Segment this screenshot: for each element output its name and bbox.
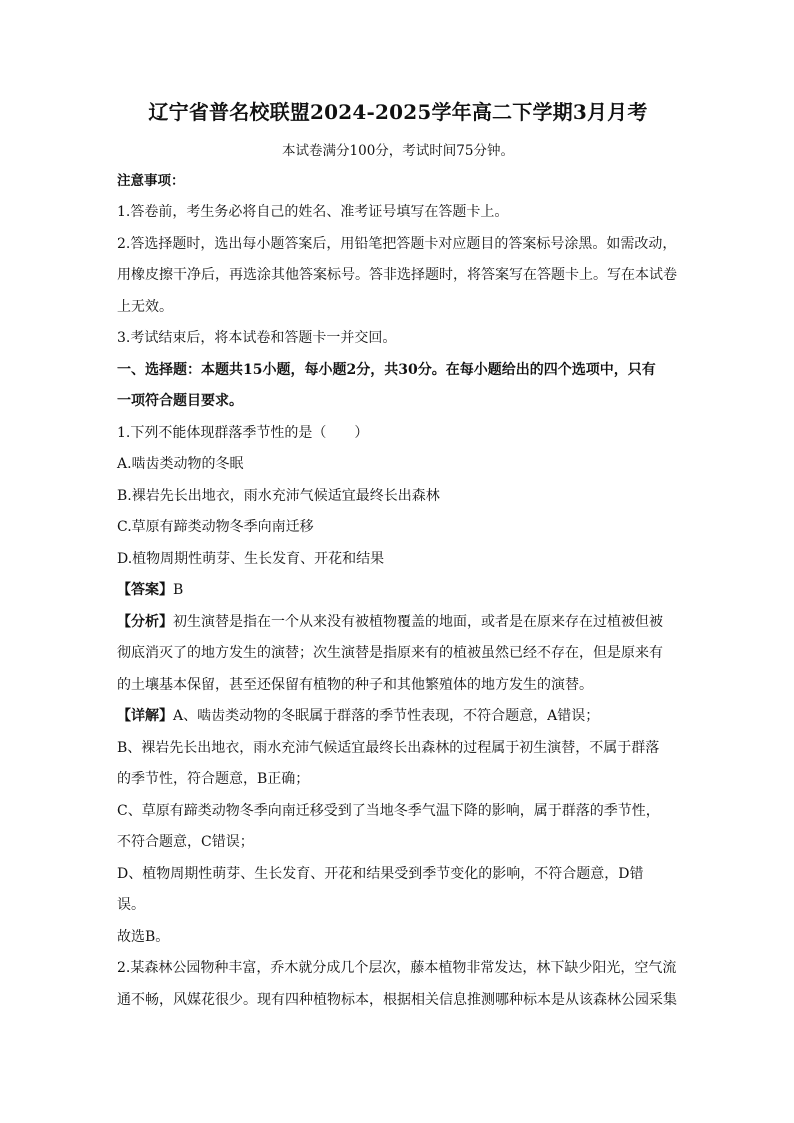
page-title: 辽宁省普名校联盟2024-2025学年高二下学期3月月考 — [148, 100, 648, 124]
notice-item-2-line-2: 用橡皮擦干净后，再选涂其他答案标号。答非选择题时，将答案写在答题卡上。写在本试卷 — [117, 267, 677, 283]
question-1-analysis-line-2: 彻底消灭了的地方发生的演替；次生演替是指原来有的植被虽然已经不存在，但是原来有 — [117, 645, 663, 661]
detail-tag: 【详解】 — [117, 708, 173, 724]
question-1-detail-d-line-1: D、植物周期性萌芽、生长发育、开花和结果受到季节变化的影响，不符合题意，D错 — [117, 865, 644, 882]
detail-a-text: A、啮齿类动物的冬眠属于群落的季节性表现，不符合题意，A错误； — [173, 708, 600, 724]
question-1-detail-d-line-2: 误。 — [117, 897, 145, 913]
section-heading-line-1: 一、选择题：本题共15小题，每小题2分，共30分。在每小题给出的四个选项中，只有 — [117, 361, 656, 378]
exam-info: 本试卷满分100分，考试时间75分钟。 — [282, 143, 514, 159]
notice-heading: 注意事项： — [117, 173, 185, 189]
question-1-detail-c-line-2: 不符合题意，C错误； — [117, 834, 254, 850]
answer-value: B — [173, 582, 184, 598]
notice-item-3: 3.考试结束后，将本试卷和答题卡一并交回。 — [117, 330, 397, 346]
question-1-conclusion: 故选B。 — [117, 928, 170, 945]
notice-item-1: 1.答卷前，考生务必将自己的姓名、准考证号填写在答题卡上。 — [117, 204, 509, 220]
question-1-answer — [117, 575, 679, 607]
answer-tag: 【答案】 — [117, 582, 173, 598]
question-1-option-a: A.啮齿类动物的冬眠 — [117, 456, 244, 472]
question-1-detail-b-line-1: B、裸岩先长出地衣，雨水充沛气候适宜最终长出森林的过程属于初生演替，不属于群落 — [117, 739, 660, 756]
exam-page — [117, 98, 679, 1016]
question-2-stem-line-1: 2.某森林公园物种丰富，乔木就分成几个层次，藤本植物非常发达，林下缺少阳光，空气流 — [117, 960, 677, 976]
question-2-stem-line-2: 通不畅，风媒花很少。现有四种植物标本，根据相关信息推测哪种标本是从该森林公园采集 — [117, 991, 677, 1008]
analysis-text-1: 初生演替是指在一个从来没有被植物覆盖的地面，或者是在原来存在过植被但被 — [173, 613, 663, 630]
section-heading-line-2: 一项符合题目要求。 — [117, 393, 243, 409]
question-1-detail-c-line-1: C、草原有蹄类动物冬季向南迁移受到了当地冬季气温下降的影响，属于群落的季节性， — [117, 802, 660, 819]
question-1-option-b: B.裸岩先长出地衣，雨水充沛气候适宜最终长出森林 — [117, 487, 440, 504]
notice-item-2-line-3: 上无效。 — [117, 298, 173, 315]
question-1-stem: 1.下列不能体现群落季节性的是（ ） — [117, 424, 369, 441]
question-1-option-c: C.草原有蹄类动物冬季向南迁移 — [117, 519, 314, 535]
question-1-detail-b-line-2: 的季节性，符合题意，B正确； — [117, 771, 310, 787]
question-1-analysis-line-1 — [117, 607, 679, 639]
question-1-analysis-line-3: 的土壤基本保留，甚至还保留有植物的种子和其他繁殖体的地方发生的演替。 — [117, 676, 593, 693]
question-1-option-d: D.植物周期性萌芽、生长发育、开花和结果 — [117, 550, 385, 567]
analysis-tag: 【分析】 — [117, 613, 173, 630]
notice-item-2-line-1: 2.答选择题时，选出每小题答案后，用铅笔把答题卡对应题目的答案标号涂黑。如需改动， — [117, 235, 677, 252]
question-1-detail-a — [117, 701, 679, 733]
